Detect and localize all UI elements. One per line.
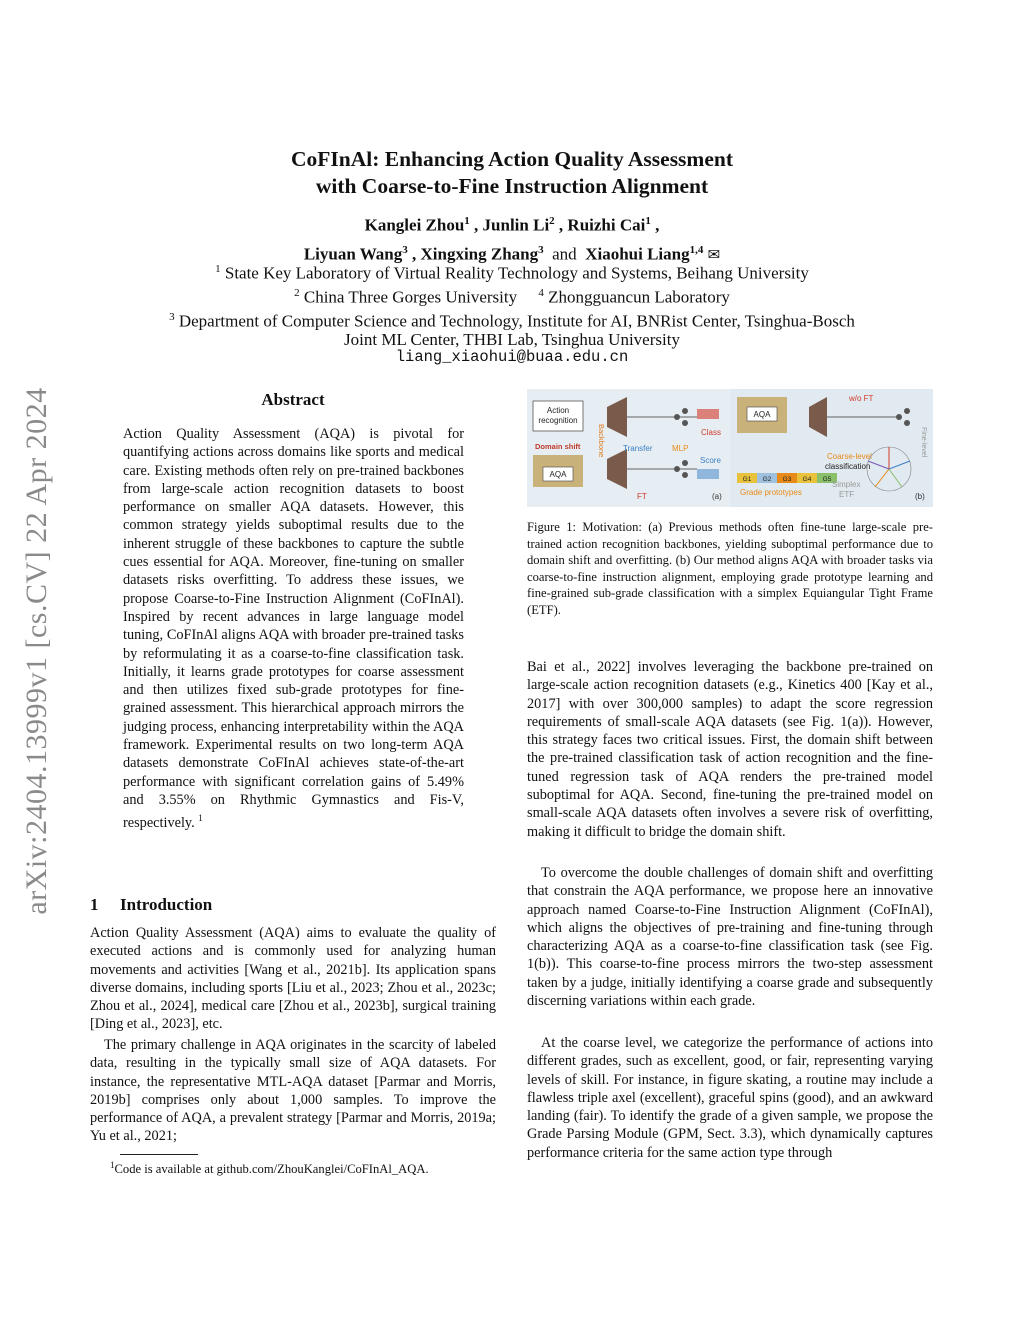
mail-icon: ✉ (707, 247, 721, 264)
footnote: $^1$Code is available at github.com/ZhouKanglei/CoFInAl_AQA. (110, 1160, 429, 1177)
affiliation-3: $^3$ Department of Computer Science and Technology, Institute for AI, BNRist Center, Tsinghua-Bosch (169, 311, 855, 331)
svg-text:classification: classification (825, 462, 871, 471)
footnote-divider (120, 1154, 198, 1155)
affiliation-3-cont: Joint ML Center, THBI Lab, Tsinghua University (344, 330, 680, 349)
author: Xiaohui Liang (585, 244, 690, 264)
arxiv-stamp: arXiv:2404.13999v1 [cs.CV] 22 Apr 2024 (20, 387, 53, 915)
svg-text:Simplex: Simplex (832, 480, 861, 489)
paper-title (0, 146, 1024, 200)
section-heading-introduction: 1 Introduction (90, 895, 213, 914)
svg-text:G2: G2 (762, 476, 772, 483)
title-line-2: with Coarse-to-Fine Instruction Alignment (315, 174, 709, 198)
author: Junlin Li (482, 215, 550, 235)
title-line-1: CoFInAl: Enhancing Action Quality Assessment (290, 147, 733, 171)
svg-text:FT: FT (637, 492, 647, 501)
abstract-body: Action Quality Assessment (AQA) is pivotal for quantifying actions across domains like sports and medical care. Existing methods often rely on pre-trained backbones from large-scale action recognition datasets to boost performance on smaller AQA datasets. However, this common strategy yields suboptimal results due to the inherent struggle of these backbones to capture the subtle cues essential for AQA. Moreover, fine-tuning on smaller datasets risks overfitting. To address these issues, we propose Coarse-to-Fine Instruction Alignment (CoFInAl). Inspired by recent advances in large language model tuning, CoFInAl aligns AQA with broader pre-trained tasks by reformulating it as a coarse-to-fine classification task. Initially, it learns grade prototypes for coarse assessment and then utilizes fixed sub-grade prototypes for fine-grained assessment. This hierarchical approach mirrors the judging process, enhancing interpretability within the AQA framework. Experimental results on two long-term AQA datasets demonstrate CoFInAl achieves state-of-the-art performance with significant correlation gains of 5.49% and 3.55% on Rhythmic Gymnastics and Fis-V, respectively. $^1$ (123, 426, 464, 831)
svg-text:w/o FT: w/o FT (849, 394, 874, 403)
author-list: Kanglei Zhou$^1$ , Junlin Li$^2$ , Ruizhi Cai$^1$ , Liyuan Wang$^3$ , Xingxing Zhang$^3$ and Xiaohui Liang$^{1,4}$ ✉ (303, 215, 721, 264)
col2-paragraph-3: At the coarse level, we categorize the performance of actions into different grades, such as excellent, good, or fair, representing varying levels of skill. For instance, in figure skating, a routine may include a flawless triple axel (excellent), graceful spins (good), and an awkward landing (fair). To identify the grade of a given sample, we propose the Grade Parsing Module (GPM, Sect. 3.3), which dynamically captures performance criteria for the same action type through (527, 1035, 933, 1161)
affiliation-1: $^1$ State Key Laboratory of Virtual Reality Technology and Systems, Beihang University (215, 263, 809, 283)
abstract-heading: Abstract (261, 390, 325, 409)
author: Liyuan Wang (303, 244, 403, 264)
svg-text:Class: Class (701, 428, 722, 437)
col2-paragraph-1: Bai et al., 2022] involves leveraging the backbone pre-trained on large-scale action recognition datasets (e.g., Kinetics 400 [Kay et al., 2017] with over 300,000 samples) to adapt the score regression requirements of small-scale AQA datasets (see Fig. 1(a)). However, this strategy faces two critical issues. First, the domain shift between the pre-trained classification task of action recognition and the fine-tuned regression task of AQA renders the pre-trained model suboptimal for AQA. Second, fine-tuning the pre-trained model on small-scale AQA datasets often involves a severe risk of overfitting, making it difficult to bridge the domain shift. (527, 659, 933, 840)
svg-text:ETF: ETF (839, 490, 855, 499)
svg-text:Domain shift: Domain shift (535, 442, 581, 451)
svg-text:(a): (a) (712, 492, 722, 501)
intro-paragraph-2: The primary challenge in AQA originates in the scarcity of labeled data, resulting in the typically small size of AQA datasets. For instance, the representative MTL-AQA dataset [Parmar and Morris, 2019b] comprises only about 1,000 samples. To improve the performance of AQA, a prevalent strategy [Parmar and Morris, 2019a; Yu et al., 2021; (90, 1037, 496, 1145)
svg-text:Score: Score (700, 456, 721, 465)
svg-text:G1: G1 (742, 476, 752, 483)
svg-text:Coarse-level: Coarse-level (827, 452, 872, 461)
svg-text:(b): (b) (915, 492, 925, 501)
svg-text:G5: G5 (822, 476, 832, 483)
svg-text:G4: G4 (802, 476, 812, 483)
footnote-ref[interactable]: 1 (198, 813, 203, 824)
svg-text:AQA: AQA (753, 410, 771, 419)
figure-1 (527, 389, 933, 507)
svg-text:Backbone: Backbone (597, 424, 606, 458)
svg-text:recognition: recognition (538, 416, 578, 425)
svg-text:Fine-level: Fine-level (920, 427, 927, 458)
affiliation-2-4: $^2$ China Three Gorges University $^4$ Zhongguancun Laboratory (294, 287, 730, 307)
author: Kanglei Zhou (364, 215, 465, 235)
figure-1-caption: Figure 1: Motivation: (a) Previous methods often fine-tune large-scale pre-trained action recognition backbones, yielding suboptimal performance due to domain shift and overfitting. (b) Our method aligns AQA with broader tasks via coarse-to-fine instruction alignment, employing grade prototype learning and fine-grained sub-grade classification with a simplex Equiangular Tight Frame (ETF). (527, 520, 933, 617)
author: Xingxing Zhang (420, 244, 539, 264)
intro-paragraph-1: Action Quality Assessment (AQA) aims to evaluate the quality of executed actions and is commonly used for analyzing human movements and activities [Wang et al., 2021b]. Its application spans diverse domains, including sports [Liu et al., 2023; Zhou et al., 2023c; Zhou et al., 2024], medical care [Zhou et al., 2023b], surgical training [Ding et al., 2023], etc. (90, 925, 496, 1033)
svg-text:Action: Action (546, 406, 570, 415)
figure-1-diagram (527, 389, 933, 507)
svg-text:Grade prototypes: Grade prototypes (740, 488, 802, 497)
svg-text:G3: G3 (782, 476, 792, 483)
col2-paragraph-2: To overcome the double challenges of domain shift and overfitting that constrain the AQA performance, we propose here an innovative approach named Coarse-to-Fine Instruction Alignment (CoFInAl), which aligns the objectives of pre-training and fine-tuning through characterizing AQA as a coarse-to-fine classification task (see Fig. 1(b)). This coarse-to-fine process mirrors the two-step assessment taken by a judge, initially identifying a coarse grade and subsequently discerning variations within each grade. (527, 865, 933, 1010)
svg-text:AQA: AQA (549, 470, 567, 479)
svg-text:Transfer: Transfer (623, 444, 653, 453)
svg-text:MLP: MLP (672, 444, 689, 453)
author: Ruizhi Cai (567, 215, 646, 235)
contact-email[interactable]: liang_xiaohui@buaa.edu.cn (395, 348, 629, 366)
